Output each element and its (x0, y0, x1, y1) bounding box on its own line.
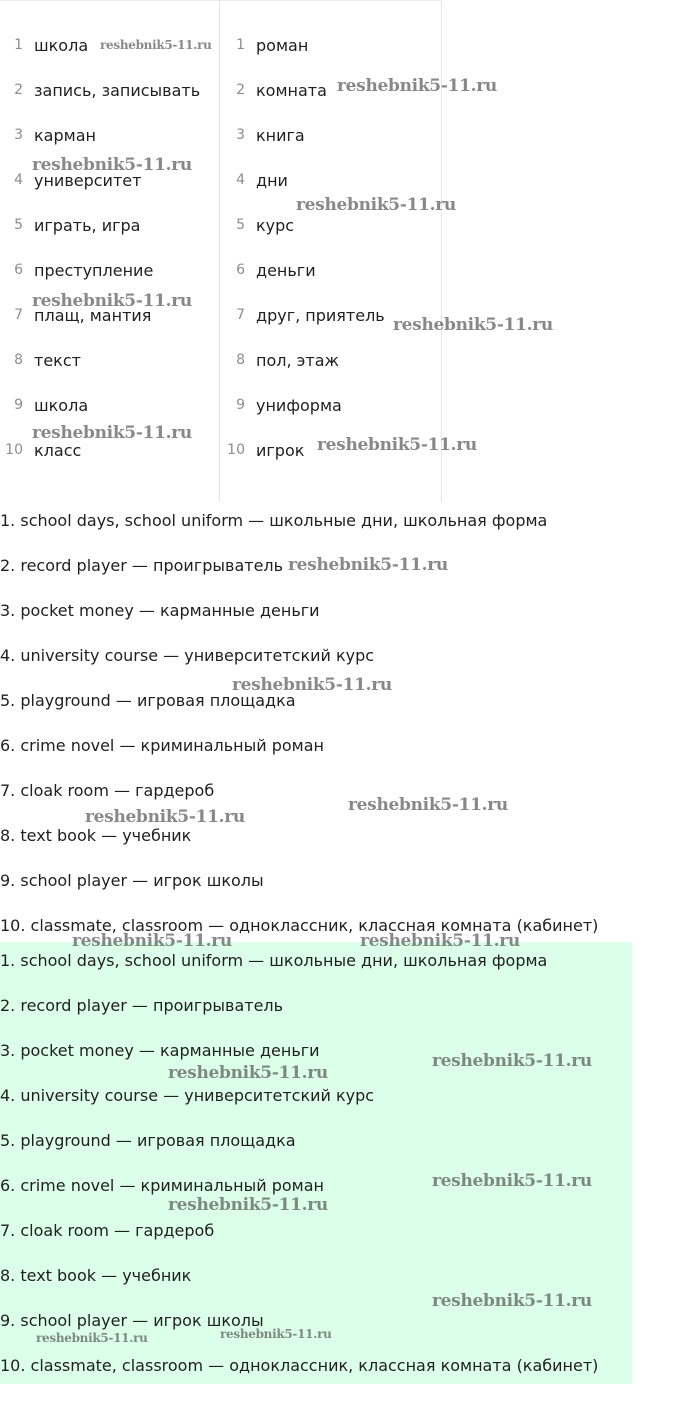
table-row (220, 303, 440, 327)
watermark: reshebnik5-11.ru (168, 1195, 328, 1215)
row-number: 1 (14, 37, 23, 53)
row-word: школа (34, 35, 89, 55)
row-word: класс (34, 440, 82, 460)
row-number: 7 (236, 307, 245, 323)
table-row (220, 213, 440, 237)
row-number: 8 (14, 352, 23, 368)
row-word: книга (256, 125, 305, 145)
table-row (0, 168, 220, 192)
row-word: запись, записывать (34, 80, 201, 100)
row-number: 1 (236, 37, 245, 53)
answer-line: 2. record player — проигрыватель (0, 556, 284, 575)
row-number: 9 (14, 397, 23, 413)
answer-line: 8. text book — учебник (0, 1266, 192, 1285)
table-row (220, 393, 440, 417)
row-number: 8 (236, 352, 245, 368)
row-word: униформа (256, 395, 342, 415)
answer-line: 4. university course — университетский курс (0, 646, 375, 665)
table-row (220, 258, 440, 282)
answer-line: 5. playground — игровая площадка (0, 1131, 296, 1150)
row-word: курс (256, 215, 295, 235)
table-row (220, 168, 440, 192)
row-number: 10 (227, 442, 245, 458)
watermark: reshebnik5-11.ru (393, 315, 553, 335)
row-word: карман (34, 125, 96, 145)
row-word: пол, этаж (256, 350, 339, 370)
table-row (0, 348, 220, 372)
answer-list (0, 504, 632, 944)
answer-line: 9. school player — игрок школы (0, 1311, 264, 1330)
answer-line: 2. record player — проигрыватель (0, 996, 284, 1015)
table-row (220, 123, 440, 147)
row-word: комната (256, 80, 327, 100)
watermark: reshebnik5-11.ru (432, 1051, 592, 1071)
row-number: 7 (14, 307, 23, 323)
row-word: играть, игра (34, 215, 141, 235)
row-word: университет (34, 170, 142, 190)
answer-line: 9. school player — игрок школы (0, 871, 264, 890)
table-column-right (220, 0, 442, 502)
answer-line: 1. school days, school uniform — школьные дни, школьная форма (0, 511, 548, 530)
row-word: дни (256, 170, 288, 190)
watermark: reshebnik5-11.ru (220, 1327, 332, 1341)
answer-line: 6. crime novel — криминальный роман (0, 1176, 325, 1195)
answer-line: 3. pocket money — карманные деньги (0, 1041, 320, 1060)
watermark: reshebnik5-11.ru (317, 435, 477, 455)
row-number: 9 (236, 397, 245, 413)
row-word: преступление (34, 260, 154, 280)
answer-line: 4. university course — университетский курс (0, 1086, 375, 1105)
watermark: reshebnik5-11.ru (32, 291, 192, 311)
row-number: 3 (236, 127, 245, 143)
answer-line: 10. classmate, classroom — одноклассник, классная комната (кабинет) (0, 916, 599, 935)
watermark: reshebnik5-11.ru (36, 1331, 148, 1345)
watermark: reshebnik5-11.ru (360, 931, 520, 951)
row-word: игрок (256, 440, 305, 460)
table-row (220, 348, 440, 372)
table-row (0, 258, 220, 282)
table-row (220, 33, 440, 57)
table-row (0, 78, 220, 102)
watermark: reshebnik5-11.ru (232, 675, 392, 695)
vocabulary-table (0, 0, 442, 502)
row-number: 6 (14, 262, 23, 278)
answer-line: 8. text book — учебник (0, 826, 192, 845)
answer-line: 6. crime novel — криминальный роман (0, 736, 325, 755)
watermark: reshebnik5-11.ru (296, 195, 456, 215)
answer-line: 7. cloak room — гардероб (0, 1221, 215, 1240)
answer-line: 5. playground — игровая площадка (0, 691, 296, 710)
row-number: 5 (14, 217, 23, 233)
table-row (220, 78, 440, 102)
watermark: reshebnik5-11.ru (168, 1063, 328, 1083)
row-word: друг, приятель (256, 305, 385, 325)
row-word: плащ, мантия (34, 305, 152, 325)
table-row (0, 303, 220, 327)
row-word: школа (34, 395, 89, 415)
table-row (0, 33, 220, 57)
table-row (0, 213, 220, 237)
answer-line: 3. pocket money — карманные деньги (0, 601, 320, 620)
watermark: reshebnik5-11.ru (337, 76, 497, 96)
row-number: 2 (236, 82, 245, 98)
table-row (0, 393, 220, 417)
answer-line: 10. classmate, classroom — одноклассник, классная комната (кабинет) (0, 1356, 599, 1375)
watermark: reshebnik5-11.ru (72, 931, 232, 951)
table-column-left (0, 0, 220, 502)
row-number: 4 (14, 172, 23, 188)
answer-list-highlighted (0, 942, 632, 1384)
watermark: reshebnik5-11.ru (288, 555, 448, 575)
row-number: 3 (14, 127, 23, 143)
table-row (220, 438, 440, 462)
watermark: reshebnik5-11.ru (32, 423, 192, 443)
answer-line: 7. cloak room — гардероб (0, 781, 215, 800)
watermark: reshebnik5-11.ru (32, 155, 192, 175)
row-number: 6 (236, 262, 245, 278)
watermark: reshebnik5-11.ru (100, 38, 212, 52)
row-number: 5 (236, 217, 245, 233)
watermark: reshebnik5-11.ru (432, 1171, 592, 1191)
row-number: 10 (5, 442, 23, 458)
row-word: роман (256, 35, 309, 55)
watermark: reshebnik5-11.ru (432, 1291, 592, 1311)
table-row (0, 438, 220, 462)
row-number: 4 (236, 172, 245, 188)
watermark: reshebnik5-11.ru (348, 795, 508, 815)
row-word: деньги (256, 260, 316, 280)
answer-line: 1. school days, school uniform — школьные дни, школьная форма (0, 951, 548, 970)
table-row (0, 123, 220, 147)
watermark: reshebnik5-11.ru (85, 807, 245, 827)
row-number: 2 (14, 82, 23, 98)
row-word: текст (34, 350, 81, 370)
